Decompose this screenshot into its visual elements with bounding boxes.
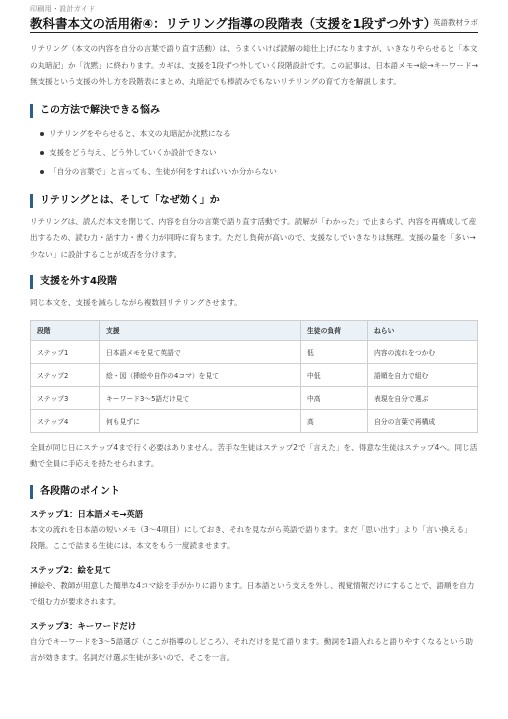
table-cell: 中高 xyxy=(301,386,368,409)
table-cell: 低 xyxy=(301,340,368,363)
section-paragraph: 同じ本文を、支援を減らしながら複数回リテリングさせます。 xyxy=(30,298,242,307)
column-header: 支援 xyxy=(100,320,301,340)
table-cell: ステップ1 xyxy=(31,340,100,363)
intro-paragraph: リテリング（本文の内容を自分の言葉で語り直す活動）は、うまくいけば読解の総仕上げになりますが、いきなりやらせると「本文の丸暗記」か「沈黙」に終わります。カギは、支援を1段ずつ外していく段階設計です。この記事は、日本語メモ→絵→キーワード→無支援という支援の外し方を段階表にまとめ、丸暗記でも棒読みでもないリテリングの育て方を解説します。 xyxy=(30,44,478,86)
table-cell: ステップ2 xyxy=(31,363,100,386)
table-header-row xyxy=(31,320,478,340)
table-row xyxy=(31,363,478,386)
table-cell: ステップ3 xyxy=(31,386,100,409)
article-body xyxy=(30,41,478,669)
table-cell: 絵・図（挿絵や自作の4コマ）を見て xyxy=(100,363,301,386)
section-heading: この方法で解決できる悩み xyxy=(30,104,478,118)
table-row xyxy=(31,340,478,363)
step-paragraph: 本文の流れを日本語の短いメモ（3〜4項目）にしておき、それを見ながら英語で語ります。まだ「思い出す」より「言い換える」段階。ここで詰まる生徒には、本文をもう一度読ませます。 xyxy=(30,524,472,550)
section-paragraph: 全員が同じ日にステップ4まで行く必要はありません。苦手な生徒はステップ2で「言えた」を、得意な生徒はステップ4へ。同じ活動で全員に手応えを持たせられます。 xyxy=(30,442,478,468)
table-cell: 日本語メモを見て英語で xyxy=(100,340,301,363)
step-heading: ステップ1：日本語メモ→英語 xyxy=(30,508,144,519)
table-row xyxy=(31,386,478,409)
table-cell: 何も見ずに xyxy=(100,409,301,432)
section-heading: 支援を外す4段階 xyxy=(30,275,478,289)
kicker: 印刷用・設計ガイド xyxy=(30,5,96,13)
section-heading: 各段階のポイント xyxy=(30,485,478,499)
page-title: 教科書本文の活用術④：リテリング指導の段階表（支援を1段ずつ外す） xyxy=(30,16,437,31)
table-cell: 内容の流れをつかむ xyxy=(368,340,478,363)
table-cell: ステップ4 xyxy=(31,409,100,432)
list-item: リテリングをやらせると、本文の丸暗記か沈黙になる xyxy=(40,124,478,143)
table-cell: 自分の言葉で再構成 xyxy=(368,409,478,432)
stage-table xyxy=(30,320,478,433)
section-stage-table xyxy=(30,275,478,473)
table-cell: キーワード3〜5語だけ見て xyxy=(100,386,301,409)
table-cell: 中低 xyxy=(301,363,368,386)
step-paragraph: 挿絵や、教師が用意した簡単な4コマ絵を手がかりに語ります。日本語という支えを外し、視覚情報だけにすることで、語順を自力で組む力が要求されます。 xyxy=(30,580,475,606)
list-item: 「自分の言葉で」と言っても、生徒が何をすればいいか分からない xyxy=(40,162,478,181)
table-cell: 高 xyxy=(301,409,368,432)
step-heading: ステップ2：絵を見て xyxy=(30,564,112,575)
section-heading: リテリングとは、そして「なぜ効く」か xyxy=(30,194,478,208)
table-cell: 表現を自分で選ぶ xyxy=(368,386,478,409)
step-paragraph: 自分でキーワードを3〜5語選び（ここが指導のしどころ）、それだけを見て語ります。動詞を1語入れると語りやすくなるという助言が効きます。名詞だけ選ぶ生徒が多いので、そこを一言。 xyxy=(30,636,473,662)
column-header: 生徒の負荷 xyxy=(301,320,368,340)
section-problems xyxy=(30,104,478,181)
column-header: 段階 xyxy=(31,320,100,340)
table-row xyxy=(31,409,478,432)
column-header: ねらい xyxy=(368,320,478,340)
step-heading: ステップ3：キーワードだけ xyxy=(30,620,137,631)
header xyxy=(30,12,478,33)
problem-list xyxy=(30,124,478,181)
section-what-is-retelling xyxy=(30,194,478,264)
table-cell: 語順を自力で組む xyxy=(368,363,478,386)
list-item: 支援をどう与え、どう外していくか設計できない xyxy=(40,143,478,162)
section-paragraph: リテリングは、読んだ本文を閉じて、内容を自分の言葉で語り直す活動です。読解が「わかった」で止まらず、内容を再構成して産出するため、読む力・話す力・書く力が同時に育ちます。ただし負荷が高いので、支援なしでいきなりは無理。支援の量を「多い→少ない」に設計することが成否を分けます。 xyxy=(30,216,477,259)
section-step-points xyxy=(30,485,478,667)
brand-name: 英語教材ラボ xyxy=(433,18,478,27)
